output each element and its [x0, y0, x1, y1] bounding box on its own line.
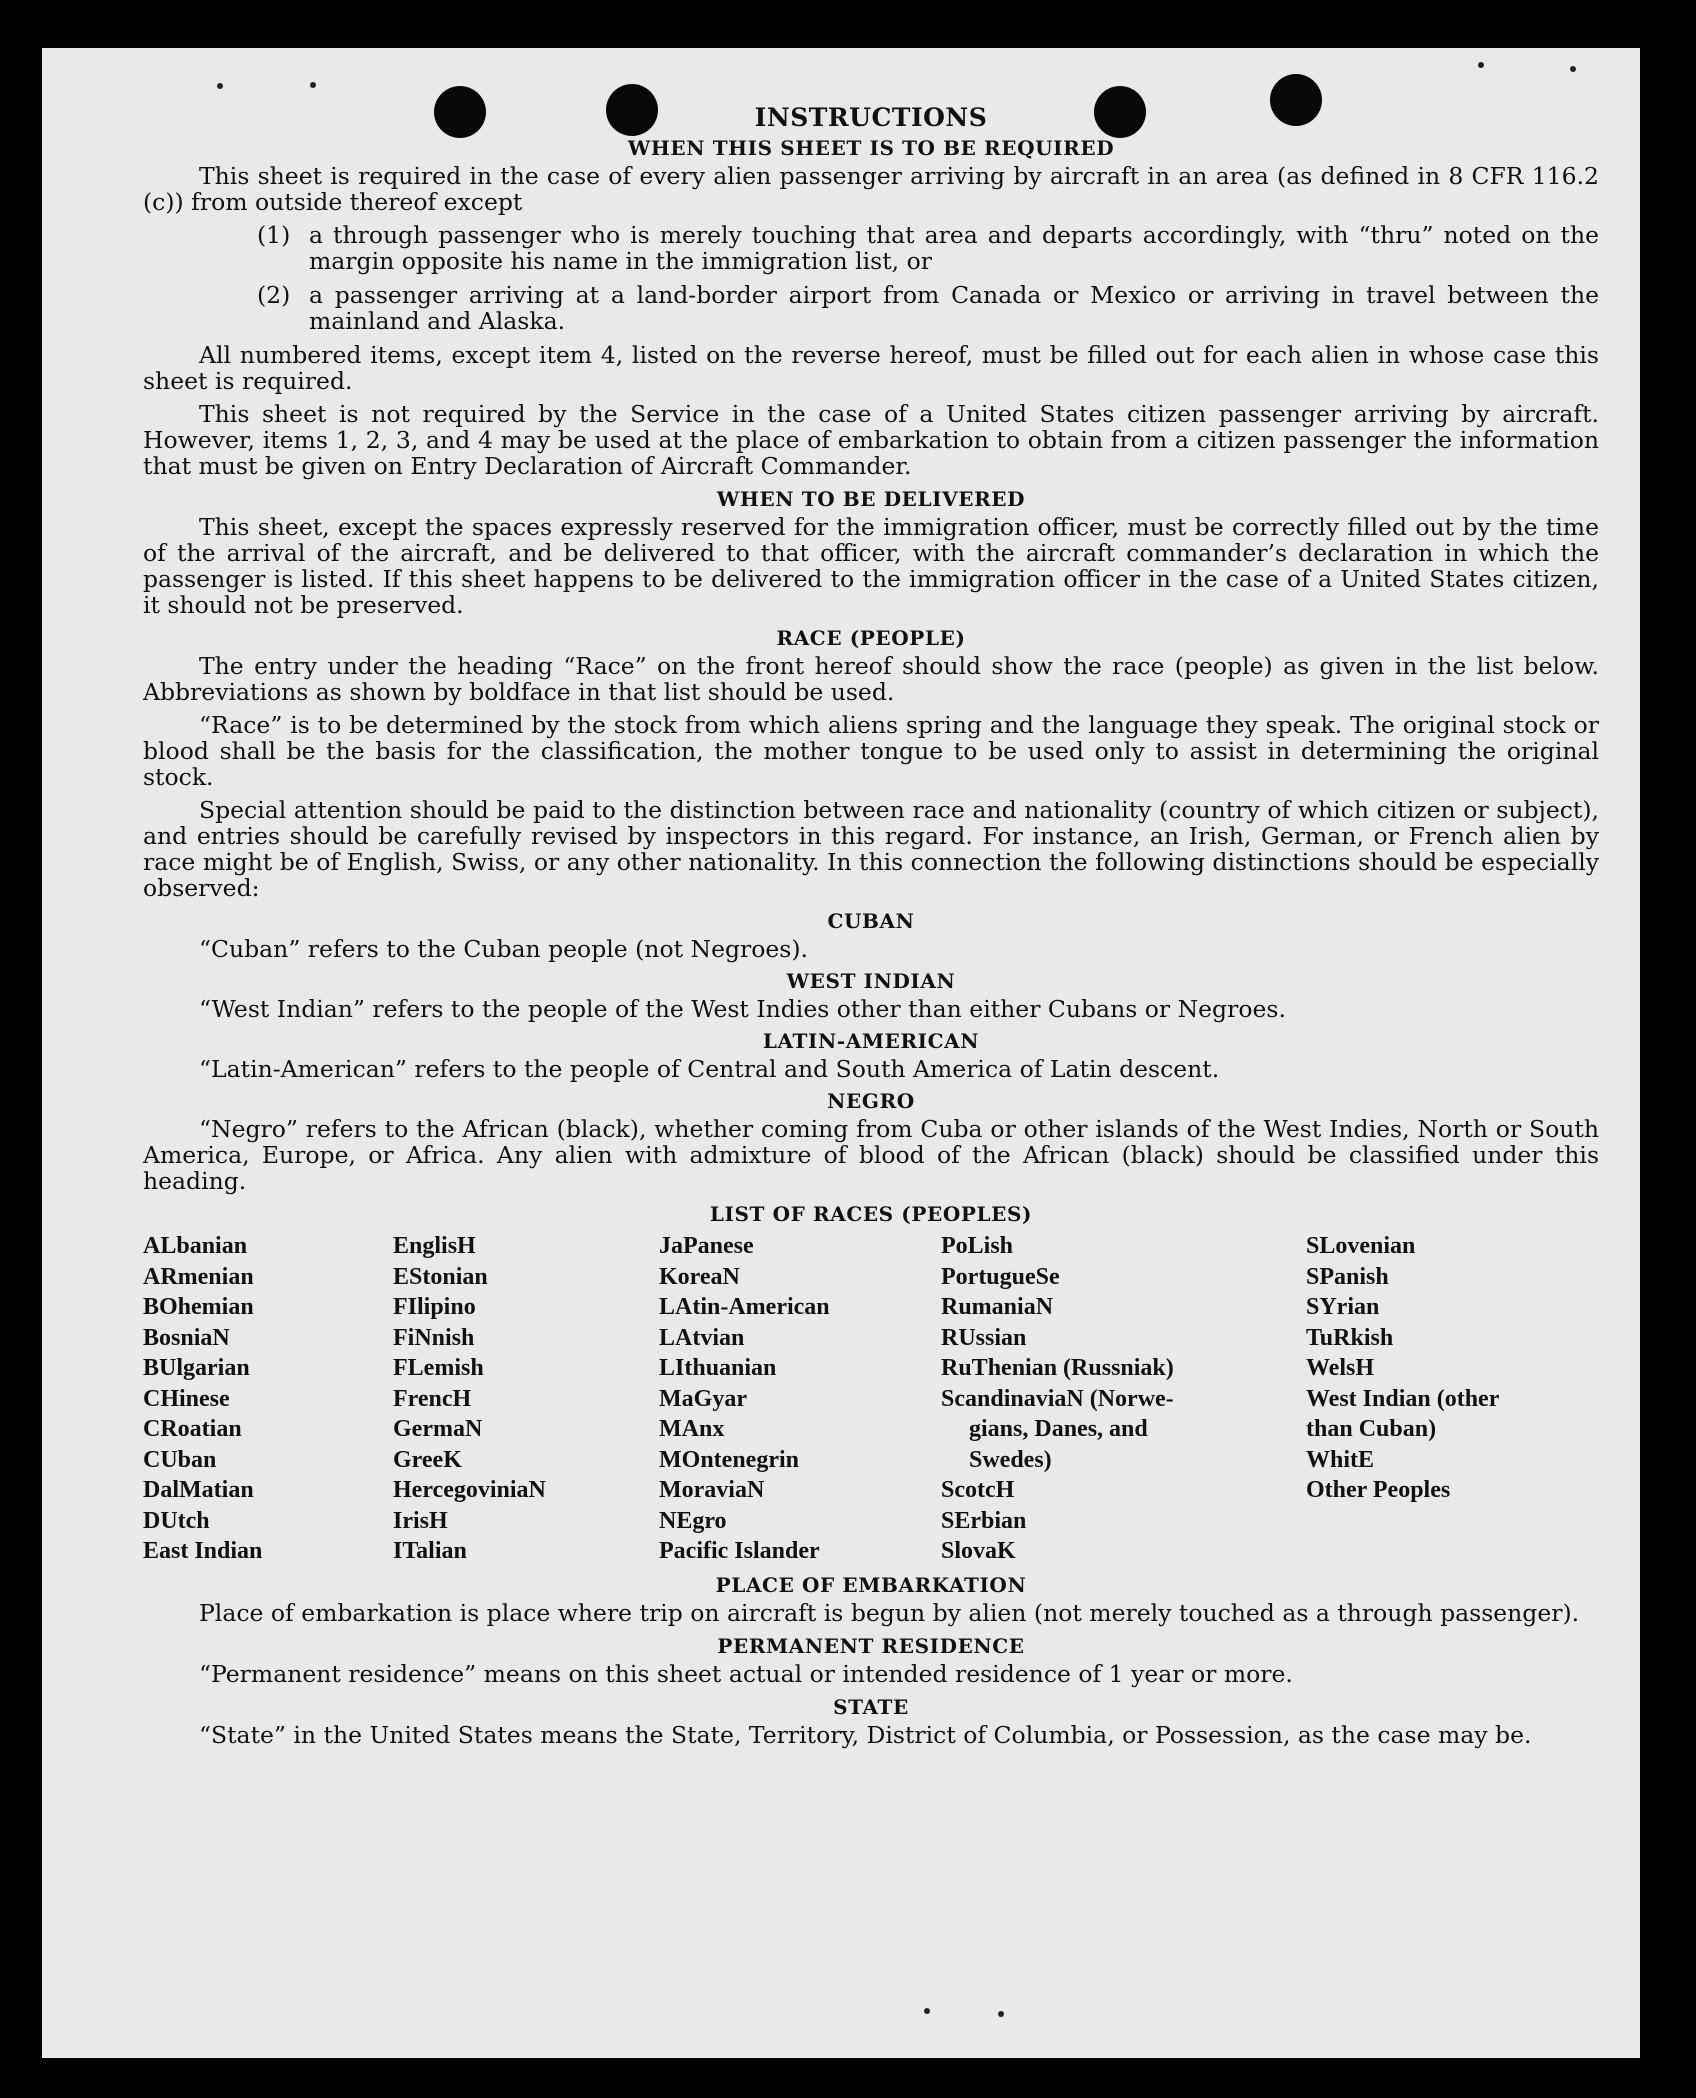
race-item: RumaniaN: [941, 1294, 1054, 1320]
race-item: RuThenian (Russniak): [941, 1355, 1174, 1381]
speck: [998, 2011, 1004, 2017]
race-item: DalMatian: [143, 1477, 254, 1503]
heading-permanent-residence: PERMANENT RESIDENCE: [717, 1633, 1025, 1658]
race-item: HercegoviniaN: [393, 1477, 546, 1503]
heading-race: RACE (PEOPLE): [776, 626, 966, 650]
race-item-continued: than Cuban): [1306, 1416, 1437, 1442]
page-title: INSTRUCTIONS: [754, 103, 988, 132]
race-item: MAnx: [659, 1416, 725, 1442]
race-item: GermaN: [393, 1416, 483, 1442]
document-sheet: [42, 48, 1640, 2058]
race-item: IrisH: [393, 1507, 448, 1534]
permanent-residence-text: “Permanent residence” means on this sheet actual or intended residence of 1 year or more.: [199, 1659, 1293, 1688]
heading-when-delivered: WHEN TO BE DELIVERED: [716, 487, 1026, 511]
race-item: LAtin-American: [659, 1294, 830, 1320]
race-item: JaPanese: [659, 1233, 754, 1259]
race-paragraph-2: “Race” is to be determined by the stock from which aliens spring and the language they speak. The original stock or blood shall be the basis for the classification, the mother tongue to be used only to assist in determining the original stock.: [143, 711, 1599, 791]
heading-latin-american: LATIN-AMERICAN: [762, 1029, 980, 1053]
race-column-5: [1306, 1231, 1599, 1567]
cuban-text: “Cuban” refers to the Cuban people (not Negroes).: [199, 935, 809, 963]
speck: [310, 82, 316, 88]
numbered-items-paragraph: All numbered items, except item 4, listed on the reverse hereof, must be filled out for each alien in whose case this sheet is required.: [143, 341, 1599, 395]
race-column-4: [941, 1231, 1306, 1567]
race-item: WelsH: [1306, 1355, 1375, 1381]
item-text: a through passenger who is merely touching that area and departs accordingly, with “thru” noted on the margin opposite his name in the immigration list, or: [309, 221, 1599, 275]
race-item: East Indian: [143, 1538, 263, 1564]
when-delivered-text: This sheet, except the spaces expressly reserved for the immigration officer, must be correctly filled out by the time of the arrival of the aircraft, and be delivered to that officer, with the aircraft commander’s declaration in which the passenger is listed. If this sheet happens to be delivered to the immigration officer in the case of a United States citizen, it should not be preserved.: [143, 513, 1599, 619]
race-item-continued: gians, Danes, and: [969, 1416, 1148, 1442]
race-item: FLemish: [393, 1355, 484, 1381]
race-item: ScotcH: [941, 1477, 1015, 1503]
place-of-embarkation-text: Place of embarkation is place where trip on aircraft is begun by alien (not merely touched as a through passenger).: [199, 1598, 1580, 1627]
race-list: [143, 1231, 1599, 1567]
race-item: MaGyar: [659, 1385, 747, 1412]
race-item: BosniaN: [143, 1324, 230, 1351]
race-item: CRoatian: [143, 1416, 242, 1442]
race-item: ScandinaviaN (Norwe-: [941, 1385, 1174, 1412]
race-column-2: [393, 1231, 659, 1567]
race-item: SErbian: [941, 1507, 1027, 1534]
race-item: MOntenegrin: [659, 1446, 799, 1473]
race-item: DUtch: [143, 1507, 210, 1534]
heading-negro: NEGRO: [827, 1089, 915, 1113]
item-number: (2): [257, 281, 291, 309]
race-item: TuRkish: [1306, 1324, 1394, 1351]
race-item: CHinese: [143, 1385, 230, 1412]
citizen-paragraph: This sheet is not required by the Service in the case of a United States citizen passenger arriving by aircraft. However, items 1, 2, 3, and 4 may be used at the place of embarkation to obtain from a citizen passenger the information that must be given on Entry Declaration of Aircraft Commander.: [143, 400, 1599, 480]
race-item: SPanish: [1306, 1263, 1389, 1290]
heading-when-required: WHEN THIS SHEET IS TO BE REQUIRED: [627, 136, 1115, 160]
race-item: NEgro: [659, 1507, 727, 1534]
race-column-3: [659, 1231, 941, 1567]
speck: [1570, 66, 1576, 72]
item-number: (1): [257, 221, 291, 249]
race-item: ITalian: [393, 1538, 467, 1564]
race-item: SYrian: [1306, 1294, 1380, 1320]
heading-place-of-embarkation: PLACE OF EMBARKATION: [715, 1572, 1027, 1597]
negro-text: “Negro” refers to the African (black), whether coming from Cuba or other islands of the West Indies, North or South America, Europe, or Africa. Any alien with admixture of blood of the African (black) should be classified under this heading.: [143, 1115, 1599, 1195]
race-item: GreeK: [393, 1446, 462, 1473]
race-item: ALbanian: [143, 1233, 248, 1259]
item-text: a passenger arriving at a land-border airport from Canada or Mexico or arriving in travel between the mainland and Alaska.: [309, 281, 1599, 335]
race-item: EStonian: [393, 1263, 488, 1290]
race-paragraph-3: Special attention should be paid to the distinction between race and nationality (country of which citizen or subject), and entries should be carefully revised by inspectors in this regard. For instance, an Irish, German, or French alien by race might be of English, Swiss, or any other nationality. In this connection the following distinctions should be especially observed:: [143, 796, 1599, 902]
race-item: Pacific Islander: [659, 1538, 820, 1564]
exception-item: [143, 222, 1599, 274]
race-item-continued: Swedes): [969, 1446, 1052, 1473]
race-item: LIthuanian: [659, 1355, 777, 1381]
race-item: PortugueSe: [941, 1263, 1060, 1290]
race-item: Other Peoples: [1306, 1477, 1451, 1503]
heading-cuban: CUBAN: [827, 909, 915, 933]
exception-item: [143, 282, 1599, 334]
race-item: SlovaK: [941, 1538, 1016, 1564]
race-item: ARmenian: [143, 1263, 254, 1290]
race-item: FIlipino: [393, 1294, 476, 1320]
when-required-intro: This sheet is required in the case of every alien passenger arriving by aircraft in an area (as defined in 8 CFR 116.2 (c)) from outside thereof except: [143, 162, 1599, 216]
race-item: PoLish: [941, 1233, 1014, 1259]
latin-american-text: “Latin-American” refers to the people of Central and South America of Latin descent.: [199, 1055, 1220, 1083]
race-item: MoraviaN: [659, 1477, 765, 1503]
heading-state: STATE: [833, 1694, 909, 1719]
race-item: FrencH: [393, 1385, 472, 1412]
race-item: LAtvian: [659, 1324, 745, 1351]
race-column-1: [143, 1231, 393, 1567]
speck: [1478, 62, 1484, 68]
west-indian-text: “West Indian” refers to the people of the West Indies other than either Cubans or Negroes.: [199, 995, 1286, 1023]
race-item: WhitE: [1306, 1446, 1375, 1473]
instructions-content: [143, 103, 1599, 1755]
race-item: FiNnish: [393, 1324, 475, 1351]
race-paragraph-1: The entry under the heading “Race” on the front hereof should show the race (people) as given in the list below. Abbreviations as shown by boldface in that list should be used.: [143, 652, 1599, 706]
race-item: West Indian (other: [1306, 1385, 1500, 1412]
race-item: RUssian: [941, 1324, 1027, 1351]
race-item: SLovenian: [1306, 1233, 1416, 1259]
state-text: “State” in the United States means the State, Territory, District of Columbia, or Possession, as the case may be.: [199, 1720, 1532, 1749]
heading-west-indian: WEST INDIAN: [786, 969, 956, 993]
race-item: CUban: [143, 1446, 217, 1473]
race-item: EnglisH: [393, 1233, 476, 1259]
race-item: BUlgarian: [143, 1355, 250, 1381]
speck: [924, 2008, 930, 2014]
race-item: KoreaN: [659, 1263, 740, 1290]
heading-list-of-races: LIST OF RACES (PEOPLES): [709, 1202, 1033, 1226]
speck: [217, 83, 223, 89]
race-item: BOhemian: [143, 1294, 254, 1320]
